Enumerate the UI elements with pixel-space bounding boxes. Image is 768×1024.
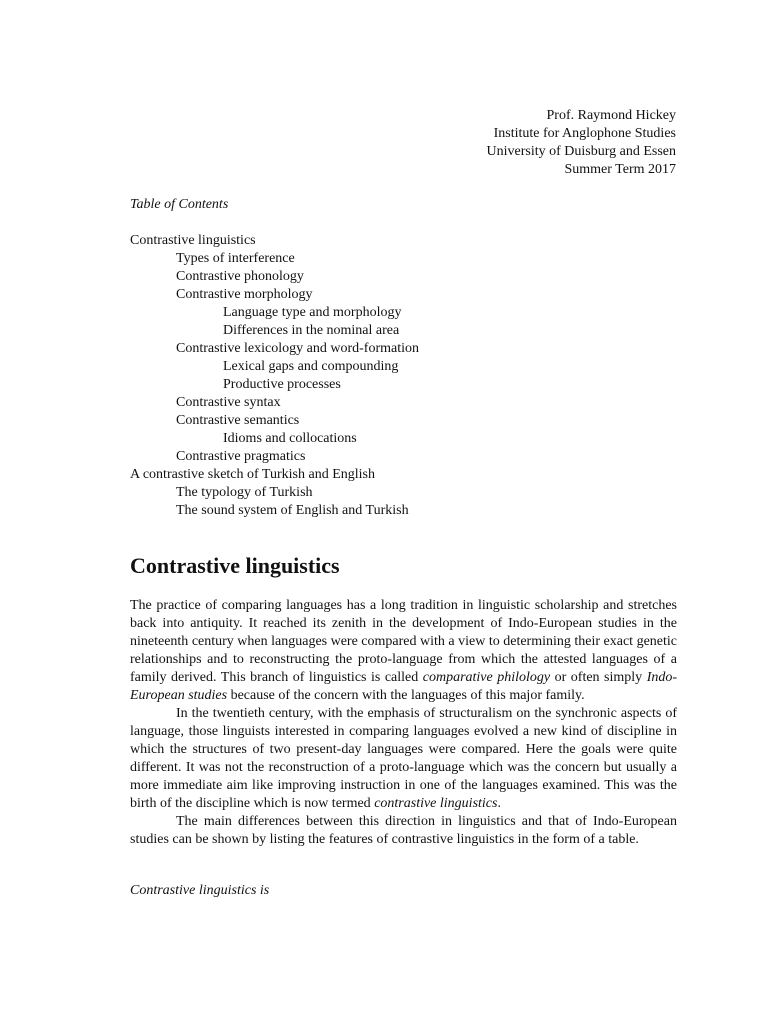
toc-item: Contrastive phonology (176, 269, 304, 284)
author-block (487, 107, 677, 179)
paragraph-2: In the twentieth century, with the emphasis of structuralism on the synchronic aspects of language, those linguists interested in comparing languages evolved a new kind of discipline in which the structures of two present-day languages were compared. Here the goals were quite different. It was not the reconstruction of a proto-language which was the concern but usually a more immediate aim like improving instruction in one of the languages examined. This was the birth of the discipline which is now termed contrastive linguistics. (130, 706, 677, 811)
section-body (130, 597, 677, 849)
toc-item: Contrastive pragmatics (176, 449, 306, 464)
emphasis-contrastive-linguistics: contrastive linguistics (374, 796, 498, 811)
toc-item: Lexical gaps and compounding (223, 359, 399, 374)
toc-item: Contrastive lexicology and word-formation (176, 341, 419, 356)
emphasis-indo-european-studies: Indo-European studies (130, 670, 678, 703)
toc-item: Productive processes (223, 377, 341, 392)
toc-item: The typology of Turkish (176, 485, 313, 500)
toc-item: Contrastive syntax (176, 395, 281, 410)
author-name: Prof. Raymond Hickey (546, 108, 676, 123)
author-term: Summer Term 2017 (564, 162, 676, 177)
toc-item: Contrastive morphology (176, 287, 313, 302)
author-university: University of Duisburg and Essen (486, 144, 676, 159)
toc-item: A contrastive sketch of Turkish and English (130, 467, 375, 482)
toc-item: Differences in the nominal area (223, 323, 400, 338)
paragraph-1: The practice of comparing languages has a long tradition in linguistic scholarship and stretches back into antiquity. It reached its zenith in the development of Indo-European studies in the nineteenth century when languages were compared with a view to determining their exact genetic relationships and to reconstructing the proto-language from which the attested languages of a family derived. This branch of linguistics is called comparative philology or often simply Indo-European studies because of the concern with the languages of this major family. (130, 598, 678, 703)
table-of-contents (130, 232, 419, 520)
toc-item: The sound system of English and Turkish (176, 503, 409, 518)
table-label: Contrastive linguistics is (130, 883, 270, 898)
toc-item: Types of interference (176, 251, 295, 266)
toc-item: Contrastive semantics (176, 413, 300, 428)
author-institute: Institute for Anglophone Studies (493, 126, 676, 141)
section-title: Contrastive linguistics (130, 553, 340, 578)
toc-heading: Table of Contents (130, 197, 229, 212)
paragraph-3: The main differences between this direction in linguistics and that of Indo-European studies can be shown by listing the features of contrastive linguistics in the form of a table. (130, 814, 677, 847)
toc-item: Contrastive linguistics (130, 233, 256, 248)
emphasis-comparative-philology: comparative philology (422, 670, 551, 685)
toc-item: Language type and morphology (223, 305, 402, 320)
toc-item: Idioms and collocations (223, 431, 357, 446)
